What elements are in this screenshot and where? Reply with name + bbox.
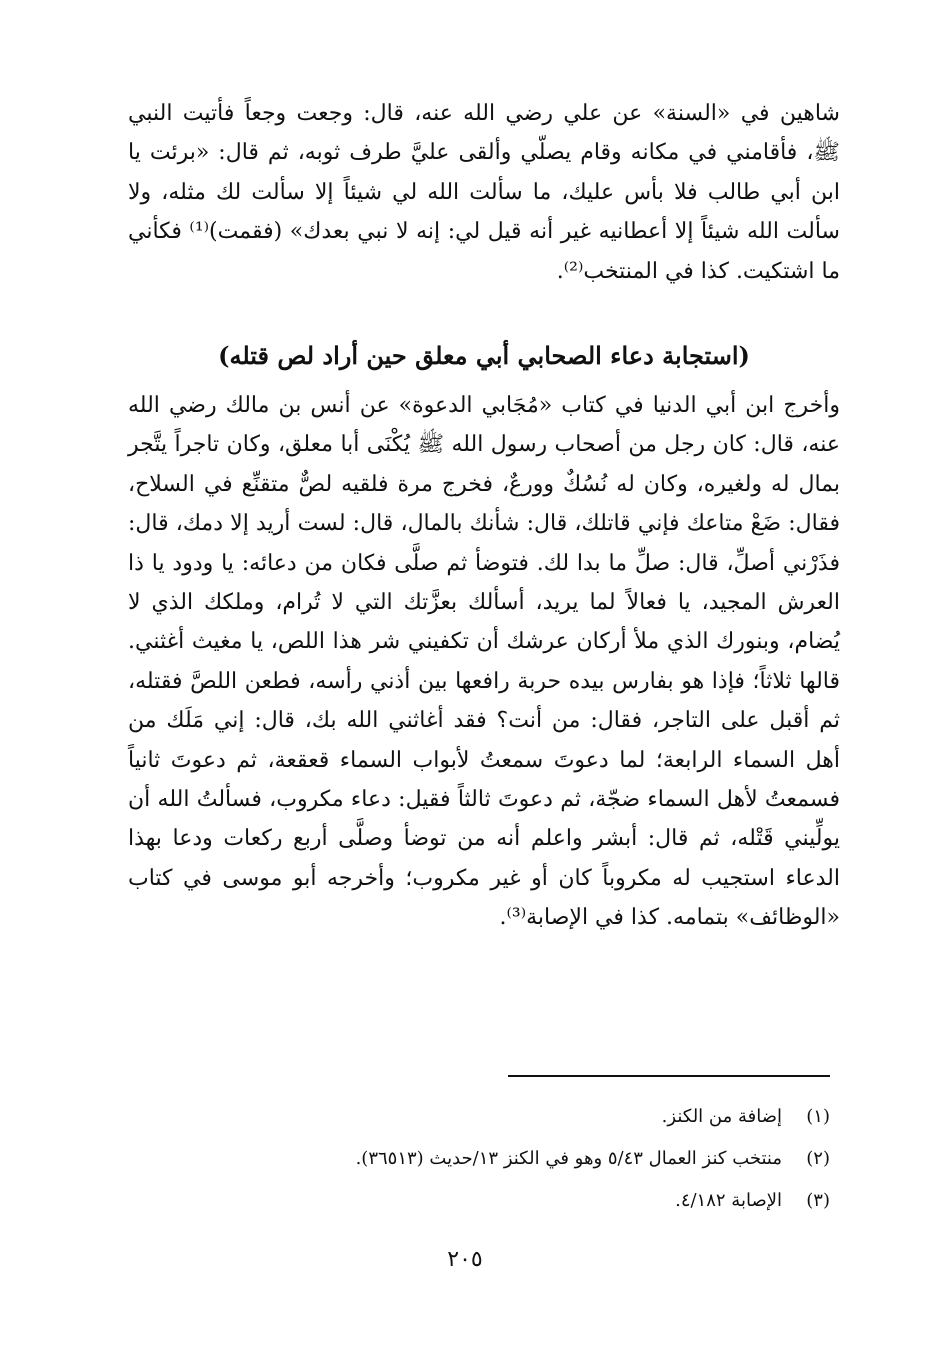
footnote-number: (١) (806, 1106, 830, 1127)
footnote-2 (200, 1138, 830, 1180)
footnote-number: (٢) (806, 1148, 830, 1169)
footnote-number: (٣) (806, 1190, 830, 1211)
footnote-1 (200, 1096, 830, 1138)
footnotes (200, 1096, 830, 1222)
footnote-text: الإصابة ٤/١٨٢. (675, 1190, 782, 1211)
footnote-3 (200, 1180, 830, 1222)
body-paragraph-2: وأخرج ابن أبي الدنيا في كتاب «مُجَابي الدعوة» عن أنس بن مالك رضي الله عنه، قال: كان رجل من أصحاب رسول الله ﷺ يُكْنَى أبا معلق، وكان تاجراً يتَّجر بمال له ولغيره، وكان له نُسُكٌ وورعٌ، فخرج مرة فلقيه لصٌّ متقنِّع في السلاح، فقال: ضَعْ متاعك فإني قاتلك، قال: شأنك بالمال، قال: لست أريد إلا دمك، قال: فذَرْني أصلِّ، قال: صلِّ ما بدا لك. فتوضأ ثم صلَّى فكان من دعائه: يا ودود يا ذا العرش المجيد، يا فعالاً لما يريد، أسألك بعزَّتك التي لا تُرام، وملكك الذي لا يُضام، وبنورك الذي ملأ أركان عرشك أن تكفيني شر هذا اللص، يا مغيث أغثني. قالها ثلاثاً؛ فإذا هو بفارس بيده حربة رافعها بين أذني رأسه، فطعن اللصَّ فقتله، ثم أقبل على التاجر، فقال: من أنت؟ فقد أغاثني الله بك، قال: إني مَلَك من أهل السماء الرابعة؛ لما دعوتَ سمعتُ لأبواب السماء قعقعة، ثم دعوتَ ثانياً فسمعتُ لأهل السماء ضجّة، ثم دعوتَ ثالثاً فقيل: دعاء مكروب، فسألتُ الله أن يولِّيني قَتْله، ثم قال: أبشر واعلم أنه من توضأ وصلَّى أربع ركعات ودعا بهذا الدعاء استجيب له مكروباً كان أو غير مكروب؛ وأخرجه أبو موسى في كتاب «الوظائف» بتمامه. كذا في الإصابة⁽³⁾. (128, 393, 840, 931)
page-number: ٢٠٥ (447, 1247, 483, 1272)
footnote-text: إضافة من الكنز. (661, 1106, 782, 1127)
section-heading: (استجابة دعاء الصحابي أبي معلق حين أراد لص قتله) (218, 341, 750, 370)
footnote-text: منتخب كنز العمال ٥/٤٣ وهو في الكنز ١٣/حديث (٣٦٥١٣). (355, 1148, 782, 1169)
footnote-divider (508, 1075, 830, 1077)
body-paragraph-1: شاهين في «السنة» عن علي رضي الله عنه، قال: وجعت وجعاً فأتيت النبي ﷺ، فأقامني في مكانه وقام يصلّي وألقى عليَّ طرف ثوبه، ثم قال: «برئت يا ابن أبي طالب فلا بأس عليك، ما سألت الله لي شيئاً إلا سألت لك مثله، ولا سألت الله شيئاً إلا أعطانيه غير أنه قيل لي: إنه لا نبي بعدك» (فقمت)⁽¹⁾ فكأني ما اشتكيت. كذا في المنتخب⁽²⁾. (128, 101, 840, 284)
